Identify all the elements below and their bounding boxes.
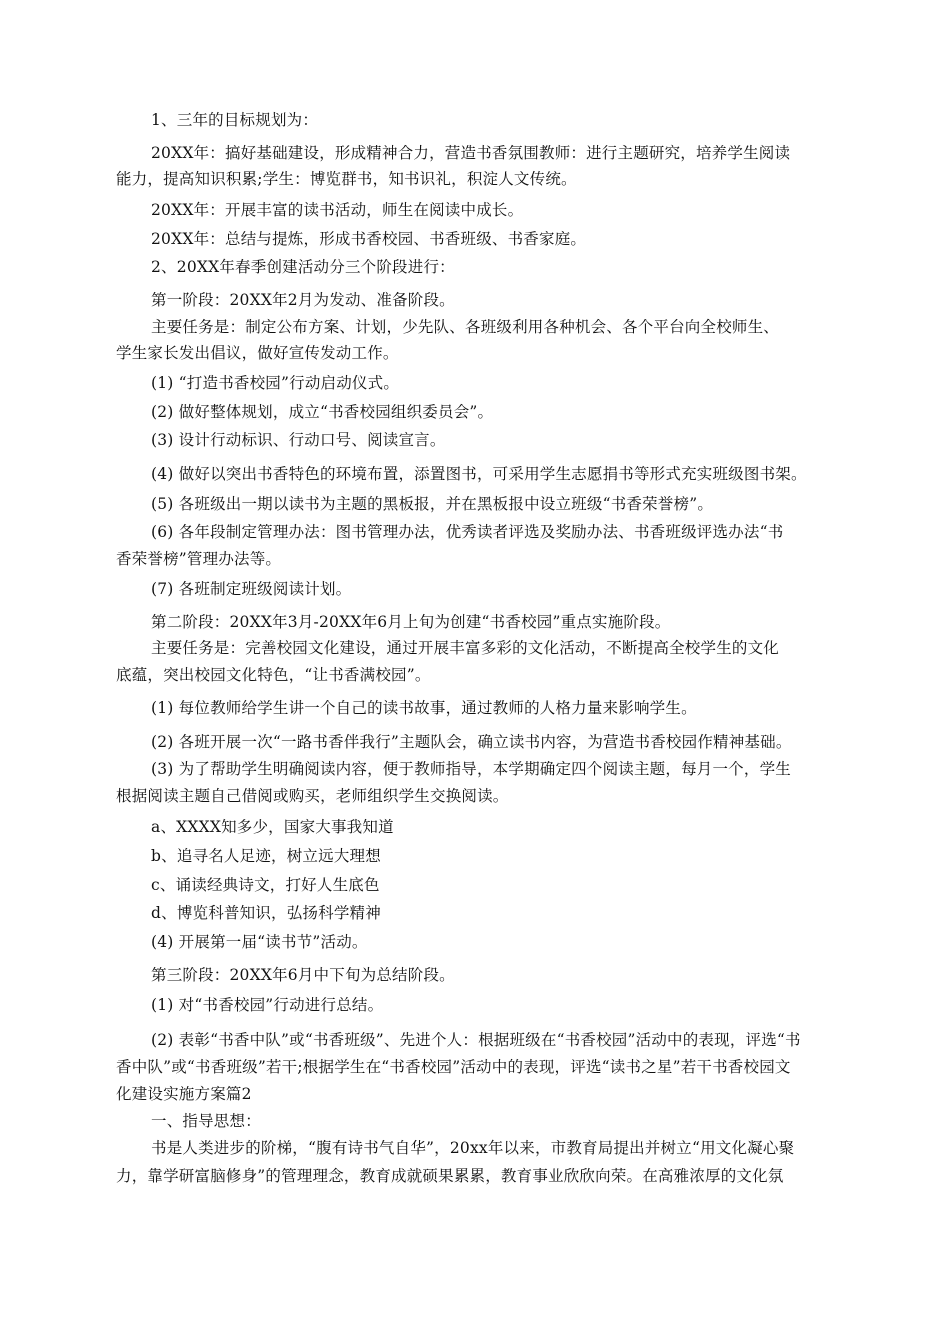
- text-line: (2) 表彰“书香中队”或“书香班级”、先进个人：根据班级在“书香校园”活动中的表现，评选“书: [151, 1031, 801, 1049]
- text-line: a、XXXX知多少，国家大事我知道: [151, 818, 394, 836]
- text-line: (1) “打造书香校园”行动启动仪式。: [151, 374, 400, 392]
- text-line: (1) 对“书香校园”行动进行总结。: [151, 996, 384, 1014]
- text-line: 1、三年的目标规划为：: [151, 111, 319, 129]
- text-line: 书是人类进步的阶梯，“腹有诗书气自华”，20xx年以来，市教育局提出并树立“用文化凝心聚: [151, 1139, 795, 1157]
- text-line: 香中队”或“书香班级”若干;根据学生在“书香校园”活动中的表现，评选“读书之星”若干书香校园文: [116, 1058, 791, 1076]
- text-line: 2、20XX年春季创建活动分三个阶段进行：: [151, 258, 455, 276]
- text-line: (4) 开展第一届“读书节”活动。: [151, 933, 368, 951]
- text-line: 根据阅读主题自己借阅或购买，老师组织学生交换阅读。: [116, 787, 509, 805]
- text-line: 一、指导思想：: [151, 1112, 261, 1130]
- text-line: d、博览科普知识，弘扬科学精神: [151, 904, 381, 922]
- text-line: (7) 各班制定班级阅读计划。: [151, 580, 352, 598]
- text-line: b、追寻名人足迹，树立远大理想: [151, 847, 381, 865]
- text-line: 力，靠学研富脑修身”的管理理念，教育成就硕果累累，教育事业欣欣向荣。在高雅浓厚的文化氛: [116, 1167, 784, 1185]
- text-line: 学生家长发出倡议，做好宣传发动工作。: [116, 344, 399, 362]
- text-line: 第二阶段：20XX年3月-20XX年6月上旬为创建“书香校园”重点实施阶段。: [151, 613, 671, 631]
- text-line: 底蕴，突出校园文化特色，“让书香满校园”。: [116, 666, 431, 684]
- text-line: 第三阶段：20XX年6月中下旬为总结阶段。: [151, 966, 455, 984]
- text-line: (2) 做好整体规划，成立“书香校园组织委员会”。: [151, 403, 494, 421]
- text-line: (1) 每位教师给学生讲一个自己的读书故事，通过教师的人格力量来影响学生。: [151, 699, 697, 717]
- text-line: 第一阶段：20XX年2月为发动、准备阶段。: [151, 291, 455, 309]
- text-line: 化建设实施方案篇2: [116, 1085, 252, 1103]
- text-line: 20XX年：搞好基础建设，形成精神合力，营造书香氛围教师：进行主题研究，培养学生阅读: [151, 144, 791, 162]
- text-line: (5) 各班级出一期以读书为主题的黑板报，并在黑板报中设立班级“书香荣誉榜”。: [151, 495, 714, 513]
- text-line: 香荣誉榜”管理办法等。: [116, 550, 282, 568]
- text-line: 20XX年：开展丰富的读书活动，师生在阅读中成长。: [151, 201, 524, 219]
- text-line: 能力，提高知识积累;学生：博览群书，知书识礼，积淀人文传统。: [116, 170, 577, 188]
- text-line: (6) 各年段制定管理办法：图书管理办法，优秀读者评选及奖励办法、书香班级评选办法“书: [151, 523, 784, 541]
- text-line: (2) 各班开展一次“一路书香伴我行”主题队会，确立读书内容，为营造书香校园作精神基础。: [151, 733, 792, 751]
- text-line: (3) 设计行动标识、行动口号、阅读宣言。: [151, 431, 446, 449]
- text-line: 主要任务是：制定公布方案、计划，少先队、各班级利用各种机会、各个平台向全校师生、: [151, 318, 780, 336]
- text-line: 20XX年：总结与提炼，形成书香校园、书香班级、书香家庭。: [151, 230, 587, 248]
- text-line: c、诵读经典诗文，打好人生底色: [151, 876, 380, 894]
- text-line: (4) 做好以突出书香特色的环境布置，添置图书，可采用学生志愿捐书等形式充实班级图书架。: [151, 465, 807, 483]
- text-line: 主要任务是：完善校园文化建设，通过开展丰富多彩的文化活动，不断提高全校学生的文化: [151, 639, 780, 657]
- text-line: (3) 为了帮助学生明确阅读内容，便于教师指导，本学期确定四个阅读主题，每月一个，学生: [151, 760, 791, 778]
